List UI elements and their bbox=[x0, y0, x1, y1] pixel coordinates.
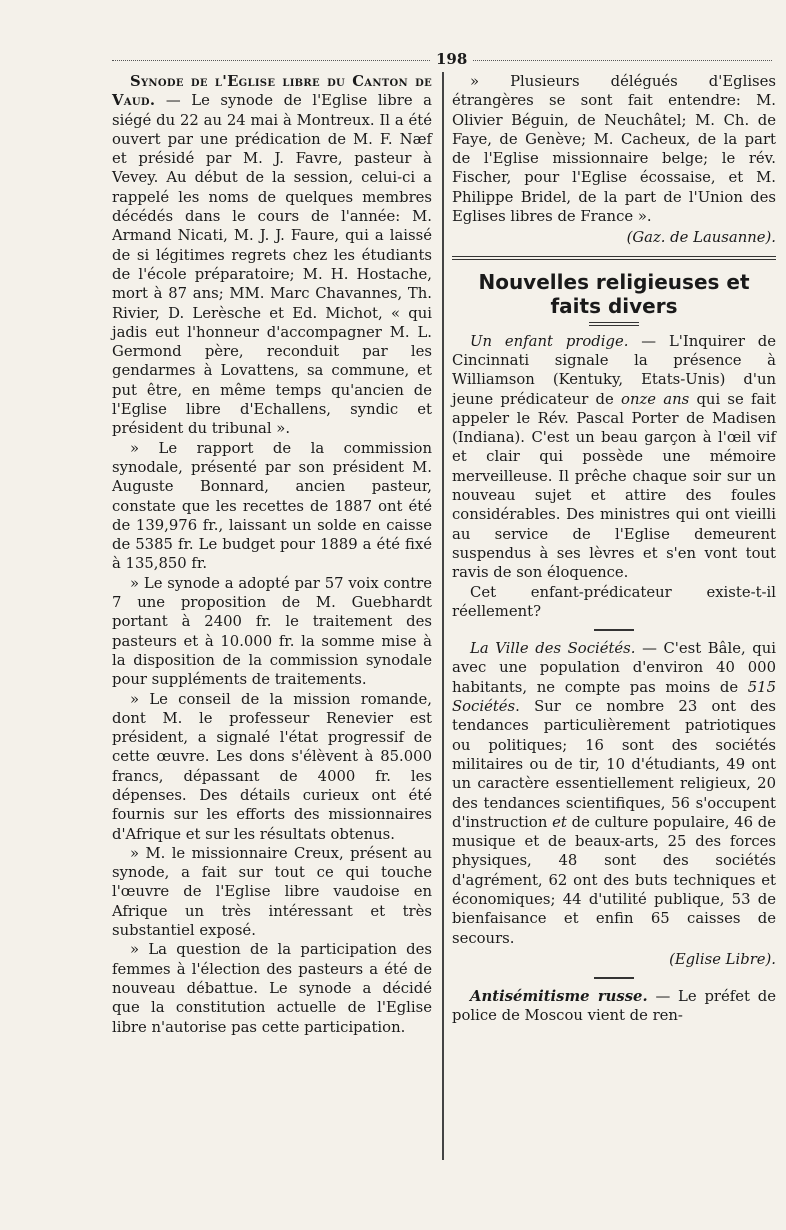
paragraph: » La question de la participation des femmes à l'élection des pasteurs a été de nouveau débattue. Le synode a décidé que la constitution actuelle de l'Eglise libre n'autorise pas cette participation. bbox=[112, 941, 432, 1036]
prodige-article bbox=[452, 332, 776, 583]
paragraph: » Le rapport de la commission synodale, présenté par son président M. Auguste Bonnard, ancien pasteur, constate que les recettes de 1887 ont été de 139,976 fr., laissant un solde en caisse de 5385 fr. Le budget pour 1889 a été fixé à 135,850 fr. bbox=[112, 439, 432, 573]
emphasis: 515 Sociétés bbox=[452, 678, 776, 716]
paragraph: » Le conseil de la mission romande, dont M. le professeur Renevier est président, a signalé l'état progressif de cette œuvre. Les dons s'élèvent à 85.000 francs, dépassant de 4000 fr. les dépenses. Des détails curieux ont été fournis sur les efforts des missionnaires d'Afrique et sur les résultats obtenus. bbox=[112, 690, 432, 843]
paragraph: » Le synode a adopté par 57 voix contre 7 une proposition de M. Guebhardt portant à 2400 fr. le traitement des pasteurs et à 10.000 fr. la somme mise à la disposition de la commission synodale pour suppléments de traitements. bbox=[112, 574, 432, 689]
section-title: Nouvelles religieuses et faits divers bbox=[478, 269, 750, 318]
anti-article bbox=[452, 987, 776, 1026]
article-text: — L'Inquirer de Cincinnati signale la présence à Williamson (Kentuky, Etats-Unis) d'un jeune prédicateur de bbox=[452, 332, 776, 408]
synod-text: — Le synode de l'Eglise libre a siégé du 22 au 24 mai à Montreux. Il a été ouvert par une prédication de M. F. Næf et présidé par M. J. Favre, pasteur à Vevey. Au début de la session, celui-ci a rappelé les noms de quelques membres décédés dans le cours de l'année: M. Armand Nicati, M. J. J. Faure, qui a laissé de si légitimes regrets chez les étudiants de l'école préparatoire; M. H. Hostache, mort à 87 ans; MM. Marc Chavannes, Th. Rivier, D. Lerèsche et Ed. Michot, « qui jadis eut l'honneur d'accompagner M. L. Germond père, reconduit par les gendarmes à Lovattens, sa commune, et put être, en même temps qu'ancien de l'Eglise libre d'Echallens, syndic et président du tribunal ». bbox=[112, 92, 432, 438]
paragraph: Cet enfant-prédicateur existe-t-il réellement? bbox=[452, 583, 776, 620]
synod-article bbox=[112, 72, 432, 439]
article-text: — Le préfet de police de Moscou vient de ren- bbox=[452, 988, 776, 1025]
emphasis: et bbox=[552, 813, 567, 831]
left-column bbox=[112, 72, 432, 1037]
paragraph: » M. le missionnaire Creux, présent au synode, a fait sur tout ce qui touche l'œuvre de l'Eglise libre vaudoise en Afrique un très intéressant et très substantiel exposé. bbox=[112, 844, 432, 940]
source-citation: (Eglise Libre). bbox=[669, 950, 776, 968]
prodige-title: Un enfant prodige. bbox=[470, 332, 629, 350]
anti-title: Antisémitisme russe. bbox=[470, 988, 648, 1006]
article-text: — C'est Bâle, qui avec une population d'environ 40 000 habitants, ne compte pas moins de bbox=[452, 640, 776, 696]
article-separator bbox=[594, 977, 634, 979]
article-separator bbox=[594, 629, 634, 631]
right-column bbox=[452, 72, 776, 1026]
article-text: . Sur ce nombre 23 ont des tendances particulièrement patriotiques ou politiques; 16 sont des sociétés militaires ou de tir, 10 d'étudiants, 49 ont un caractère essentiellement religieux, 20 des tendances scientifiques, 56 s'occupent d'instruction bbox=[452, 698, 776, 831]
ville-article bbox=[452, 639, 776, 948]
source-citation: (Gaz. de Lausanne). bbox=[626, 229, 776, 247]
title-rule bbox=[589, 322, 639, 326]
paragraph: » Plusieurs délégués d'Eglises étrangères se sont fait entendre: M. Olivier Béguin, de Neuchâtel; M. Ch. de Faye, de Genève; M. Cacheux, de la part de l'Eglise missionnaire belge; le rév. Fischer, pour l'Eglise écossaise, et M. Philippe Bridel, de la part de l'Union des Eglises libres de France ». bbox=[452, 73, 776, 226]
article-text: qui se fait appeler le Rév. Pascal Porter de Madisen (Indiana). C'est un beau garçon à l'œil vif et clair qui possède une mémoire merveilleuse. Il prêche chaque soir sur un nouveau sujet et attire des foules considérables. Des ministres qui ont vieilli au service de l'Eglise demeurent suspendus à ses lèvres et s'en vont tout ravis de son éloquence. bbox=[452, 390, 776, 582]
section-rule bbox=[452, 256, 776, 260]
article-text: de culture populaire, 46 de musique et de beaux-arts, 25 des forces physiques, 48 sont des sociétés d'agrément, 62 ont des buts techniques et économiques; 44 d'utilité publique, 53 de bienfaisance et enfin 65 caisses de secours. bbox=[452, 813, 776, 947]
emphasis: onze ans bbox=[621, 390, 690, 408]
page-number: 198 bbox=[430, 50, 473, 68]
column-divider bbox=[442, 72, 444, 1160]
ville-title: La Ville des Sociétés. bbox=[470, 640, 636, 658]
synod-heading: Synode de l'Eglise libre du Canton de Vaud. bbox=[112, 73, 432, 110]
